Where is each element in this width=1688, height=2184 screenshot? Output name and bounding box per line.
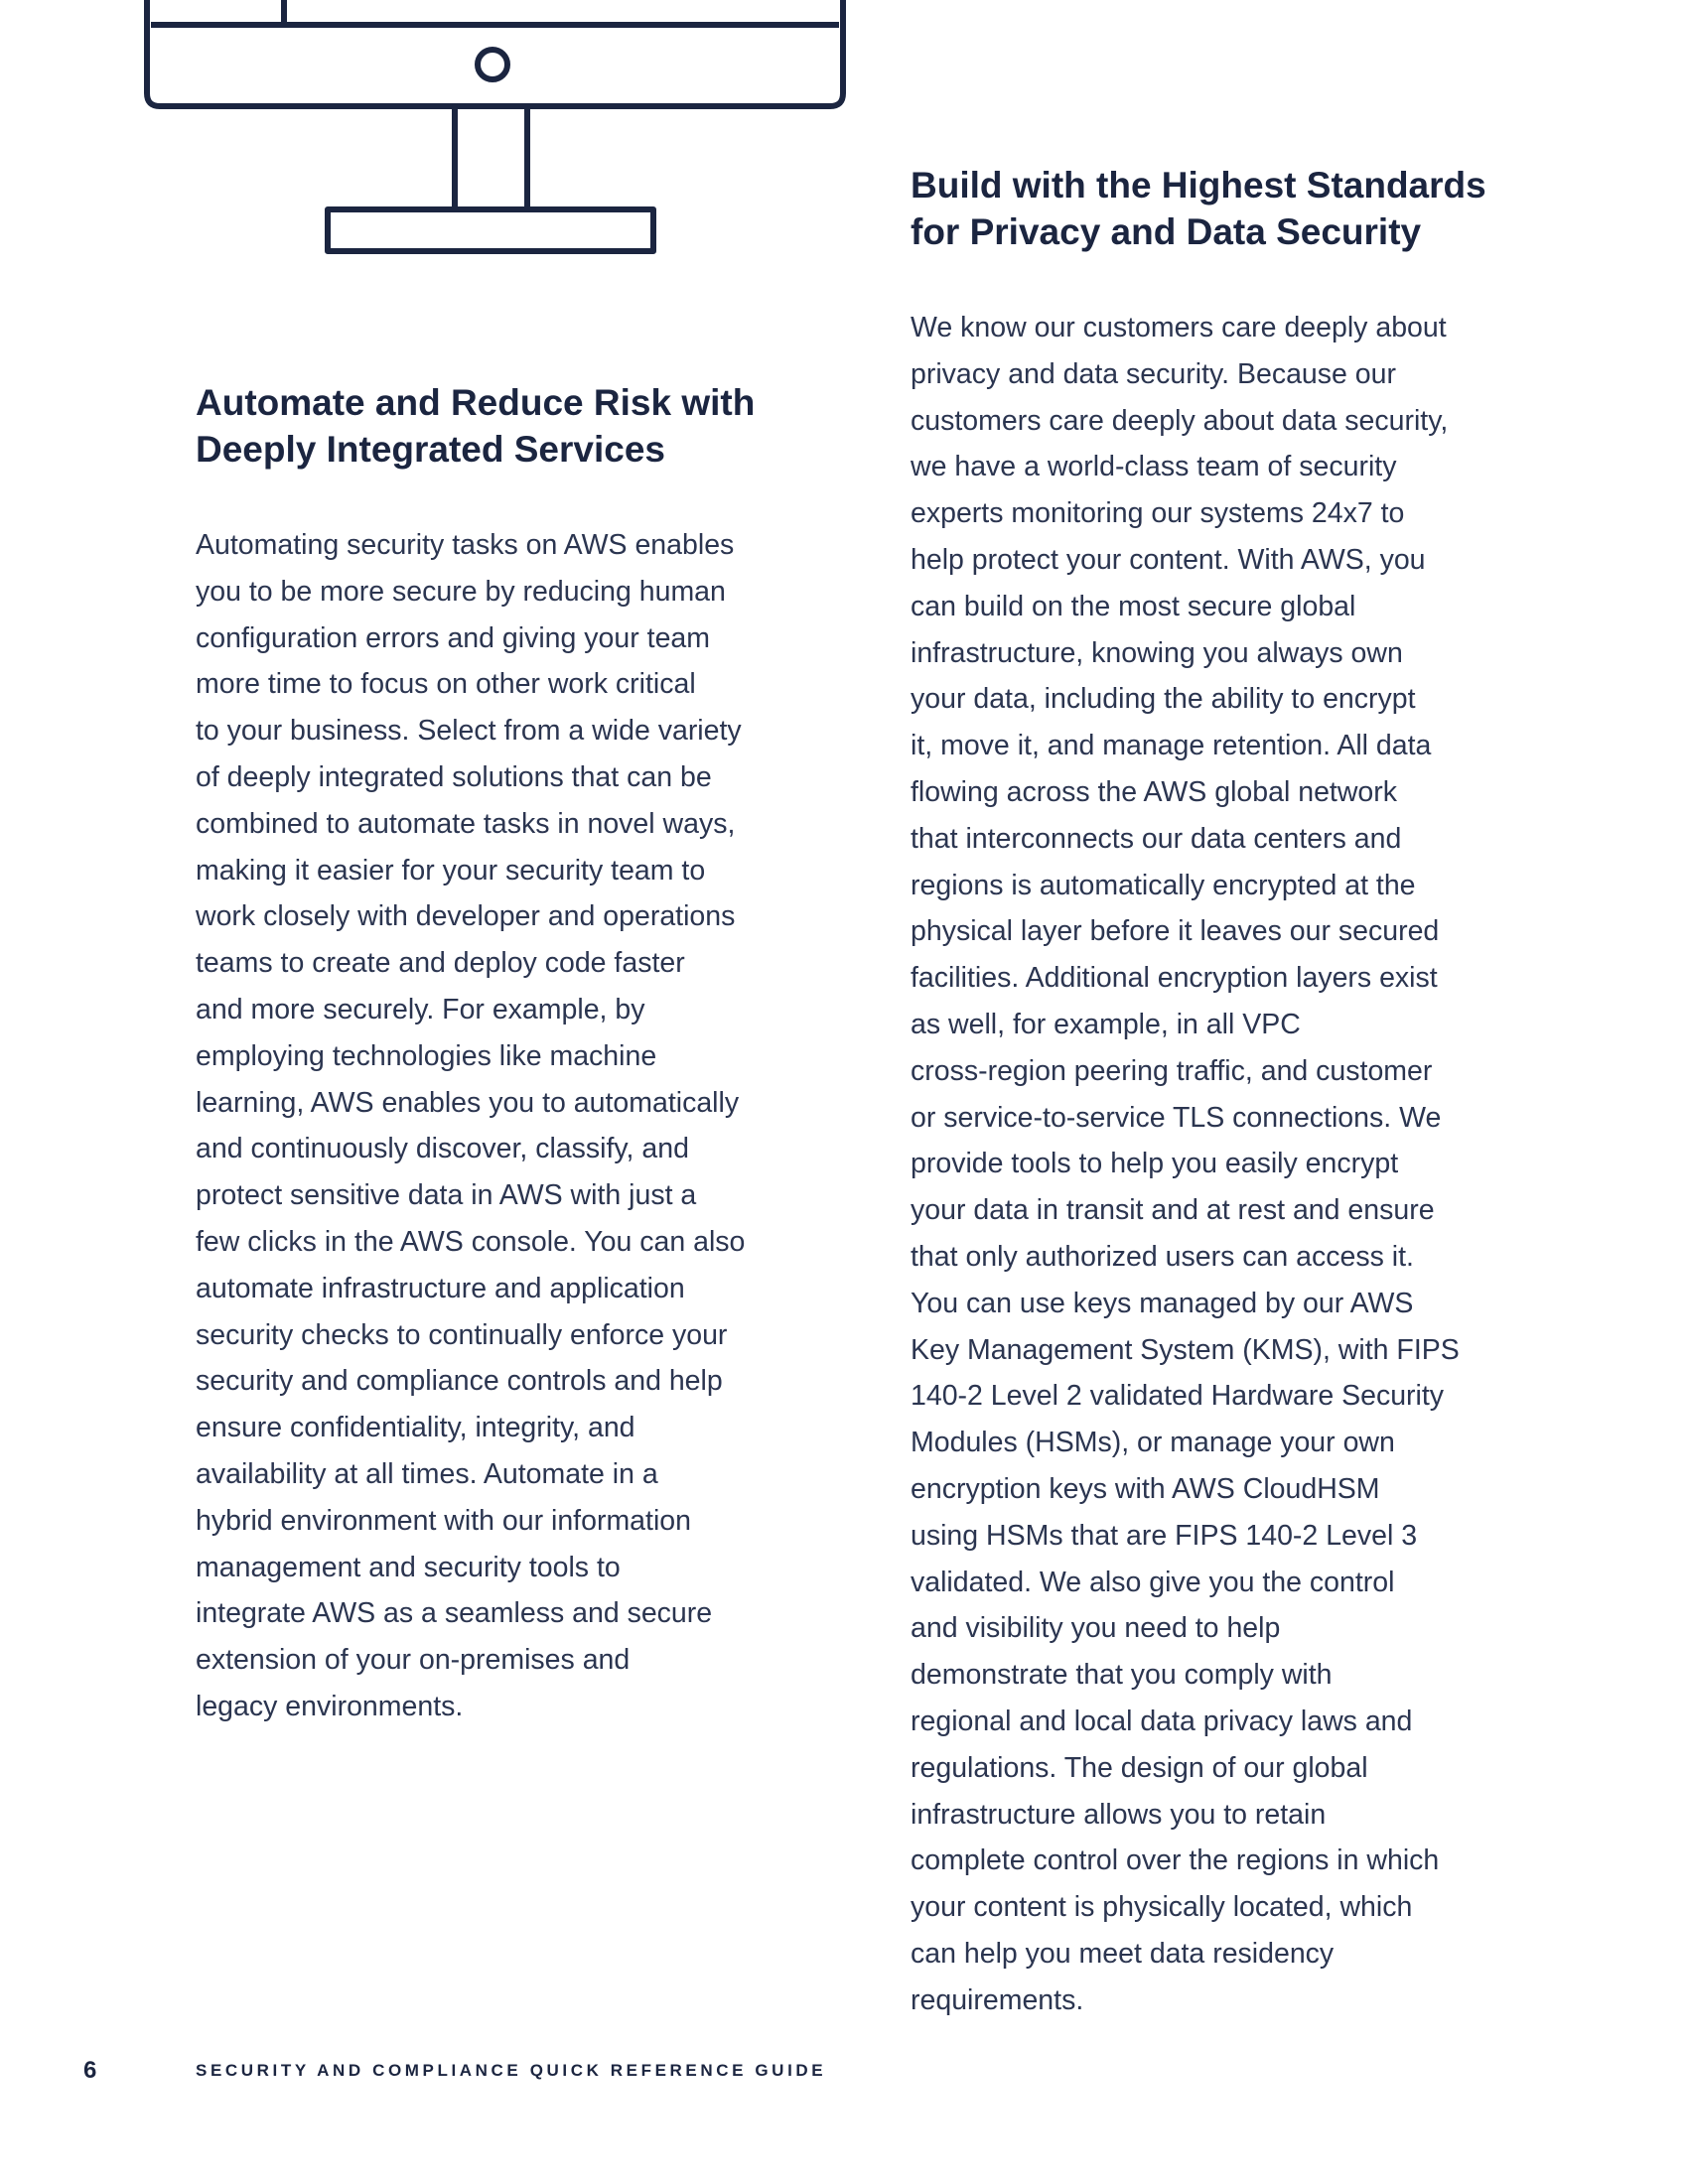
body-text-line: it, move it, and manage retention. All data — [911, 730, 1432, 762]
body-text-line: and more securely. For example, by — [196, 993, 645, 1025]
body-text-line: regulations. The design of our global — [911, 1751, 1368, 1784]
heading-line: Build with the Highest Standards — [911, 165, 1486, 205]
body-text-line: hybrid environment with our information — [196, 1504, 691, 1537]
footer-document-title: SECURITY AND COMPLIANCE QUICK REFERENCE GUIDE — [196, 2061, 827, 2080]
body-text-line: requirements. — [911, 1983, 1084, 2016]
body-text-line: learning, AWS enables you to automatically — [196, 1086, 740, 1119]
body-text-line: that interconnects our data centers and — [911, 822, 1402, 855]
body-text-line: 140-2 Level 2 validated Hardware Security — [911, 1380, 1445, 1413]
body-text-line: Key Management System (KMS), with FIPS — [911, 1333, 1460, 1366]
body-text-line: we have a world-class team of security — [911, 451, 1397, 483]
body-text-line: cross-region peering traffic, and customer — [911, 1054, 1433, 1087]
body-text-line: using HSMs that are FIPS 140-2 Level 3 — [911, 1519, 1418, 1552]
body-text-line: to your business. Select from a wide variety — [196, 715, 742, 748]
body-text-line: teams to create and deploy code faster — [196, 947, 685, 980]
body-text-line: and continuously discover, classify, and — [196, 1133, 689, 1165]
body-text-line: infrastructure allows you to retain — [911, 1798, 1327, 1831]
body-text-line: flowing across the AWS global network — [911, 775, 1398, 808]
body-text-line: complete control over the regions in which — [911, 1844, 1440, 1877]
section-body-privacy — [911, 305, 1460, 2023]
body-text-line: Modules (HSMs), or manage your own — [911, 1427, 1395, 1459]
body-text-line: few clicks in the AWS console. You can also — [196, 1225, 746, 1258]
body-text-line: legacy environments. — [196, 1690, 464, 1722]
body-text-line: more time to focus on other work critical — [196, 668, 696, 701]
body-text-line: availability at all times. Automate in a — [196, 1457, 658, 1490]
body-text-line: Automating security tasks on AWS enables — [196, 529, 735, 561]
body-text-line: management and security tools to — [196, 1551, 621, 1583]
body-text-line: encryption keys with AWS CloudHSM — [911, 1472, 1380, 1505]
section-body-automate — [196, 522, 745, 1730]
body-text-line: as well, for example, in all VPC — [911, 1008, 1301, 1040]
body-text-line: your data in transit and at rest and ensure — [911, 1194, 1435, 1227]
body-text-line: configuration errors and giving your team — [196, 621, 711, 654]
body-text-line: your content is physically located, which — [911, 1891, 1413, 1924]
body-text-line: security checks to continually enforce your — [196, 1318, 728, 1351]
body-text-line: security and compliance controls and help — [196, 1365, 723, 1398]
body-text-line: provide tools to help you easily encrypt — [911, 1148, 1399, 1180]
body-text-line: can help you meet data residency — [911, 1937, 1335, 1970]
body-text-line: or service-to-service TLS connections. We — [911, 1101, 1442, 1134]
body-text-line: integrate AWS as a seamless and secure — [196, 1597, 713, 1630]
body-text-line: extension of your on-premises and — [196, 1644, 631, 1677]
section-heading-privacy — [911, 162, 1486, 255]
page-number: 6 — [83, 2057, 97, 2084]
heading-line: Deeply Integrated Services — [196, 429, 665, 470]
body-text-line: physical layer before it leaves our secured — [911, 915, 1440, 948]
body-text-line: combined to automate tasks in novel ways, — [196, 807, 736, 840]
body-text-line: your data, including the ability to encrypt — [911, 683, 1416, 716]
body-text-line: infrastructure, knowing you always own — [911, 636, 1403, 669]
body-text-line: protect sensitive data in AWS with just a — [196, 1179, 697, 1212]
heading-line: for Privacy and Data Security — [911, 211, 1422, 252]
body-text-line: employing technologies like machine — [196, 1039, 657, 1072]
body-text-line: regional and local data privacy laws and — [911, 1705, 1413, 1737]
body-text-line: ensure confidentiality, integrity, and — [196, 1412, 635, 1444]
body-text-line: regions is automatically encrypted at the — [911, 869, 1416, 901]
body-text-line: can build on the most secure global — [911, 590, 1356, 622]
body-text-line: facilities. Additional encryption layers exist — [911, 962, 1438, 995]
section-heading-automate — [196, 379, 755, 473]
body-text-line: validated. We also give you the control — [911, 1566, 1395, 1598]
body-text-line: We know our customers care deeply about — [911, 312, 1447, 343]
body-text-line: privacy and data security. Because our — [911, 357, 1396, 390]
body-text-line: and visibility you need to help — [911, 1612, 1281, 1645]
monitor-illustration-icon — [0, 0, 894, 268]
body-text-line: help protect your content. With AWS, you — [911, 543, 1426, 576]
body-text-line: you to be more secure by reducing human — [196, 575, 726, 608]
body-text-line: experts monitoring our systems 24x7 to — [911, 497, 1405, 530]
body-text-line: demonstrate that you comply with — [911, 1659, 1333, 1692]
body-text-line: of deeply integrated solutions that can be — [196, 760, 712, 793]
body-text-line: automate infrastructure and application — [196, 1272, 685, 1304]
body-text-line: that only authorized users can access it. — [911, 1240, 1414, 1273]
body-text-line: work closely with developer and operations — [196, 900, 736, 933]
body-text-line: You can use keys managed by our AWS — [911, 1287, 1414, 1319]
heading-line: Automate and Reduce Risk with — [196, 382, 756, 423]
body-text-line: making it easier for your security team to — [196, 854, 706, 887]
body-text-line: customers care deeply about data security, — [911, 404, 1449, 437]
